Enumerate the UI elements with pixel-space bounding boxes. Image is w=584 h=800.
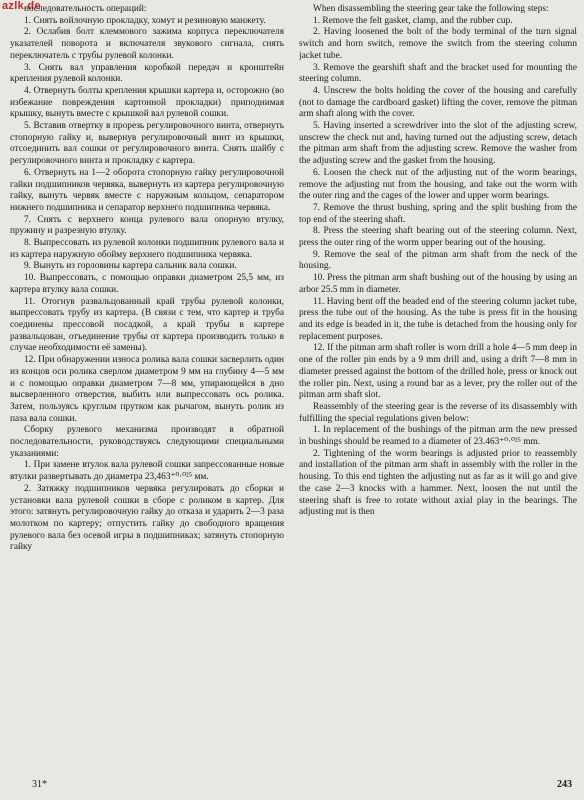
paragraph-en: Reassembly of the steering gear is the reverse of its disassembly with fulfilling the special regulations given below: <box>299 401 577 424</box>
english-text-column <box>299 4 577 764</box>
paragraph-en: 12. If the pitman arm shaft roller is worn drill a hole 4—5 mm deep in one of the roller pin ends by a 9 mm drill and, using a drift 7—8 mm in diameter pressed against the bottom of the drilled hole, press or knock out the roller pin. Next, using a round bar as a lever, pry the roller out of the pitman arm shaft slot. <box>299 343 577 401</box>
site-watermark: azlk.de <box>2 0 41 12</box>
paragraph-en: 3. Remove the gearshift shaft and the bracket used for mounting the steering column. <box>299 62 577 85</box>
paragraph-ru: 6. Отвернуть на 1—2 оборота стопорную гайку регулировочной гайки подшипников червяка, вывернуть из картера регулировочную гайку, вынуть червяк вместе с наружным кольцом, сепаратором нижнего подшипника и сепаратор верхнего подшипника червяка. <box>10 167 284 213</box>
russian-text-column <box>10 4 284 764</box>
paragraph-ru: 1. Снять войлочную прокладку, хомут и резиновую манжету. <box>24 15 266 26</box>
paragraph-ru: 11. Отогнув развальцованный край трубы рулевой колонки, выпрессовать трубу из картера. (В связи с тем, что картер и труба соединены прессовой посадкой, а край трубы в картере развальцован, отъединение трубы от картера производить только в случае необходимости её замены). <box>10 296 284 354</box>
paragraph-en: 1. Remove the felt gasket, clamp, and the rubber cup. <box>313 15 513 26</box>
paragraph-ru: 9. Вынуть из горловины картера сальник вала сошки. <box>24 261 237 272</box>
paragraph-en: 6. Loosen the check nut of the adjusting nut of the worm bearings, remove the adjusting nut from the housing, and take out the worm with the outer ring and the cages of the lower and upper worm bearings. <box>299 167 577 202</box>
paragraph-ru: 8. Выпрессовать из рулевой колонки подшипник рулевого вала и из картера наружную обойму верхнего подшипника червяка. <box>10 238 284 260</box>
paragraph-en: 10. Press the pitman arm shaft bushing out of the housing by using an arbor 25.5 mm in diameter. <box>299 273 577 295</box>
paragraph-ru: 10. Выпрессовать, с помощью оправки диаметром 25,5 мм, из картера втулку вала сошки. <box>10 273 284 295</box>
paragraph-ru: последовательность операций: <box>24 4 147 14</box>
paragraph-en: 2. Having loosened the bolt of the body terminal of the turn signal switch and horn switch, remove the switch from the steering column jacket tube. <box>299 27 577 61</box>
paragraph-ru: 5. Вставив отвертку в прорезь регулировочного винта, отвернуть стопорную гайку и, вывернув регулировочный винт из крышки, отсоединить вал сошки от регулировочного винта. Снять шайбу с регулировочного винта и прокладку с картера. <box>10 121 284 167</box>
paragraph-en: 5. Having inserted a screwdriver into the slot of the adjusting screw, unscrew the check nut and, having turned out the adjusting screw, detach the pitman arm shaft from the adjusting screw. Remove the washer from the adjusting screw and the gasket from the housing. <box>299 121 577 167</box>
paragraph-ru: 3. Снять вал управления коробкой передач и кронштейн крепления рулевой колонки. <box>10 62 284 85</box>
paragraph-en: 11. Having bent off the beaded end of the steering column jacket tube, press the tube out of the housing. As the tube is press fit in the housing and its edge is beaded in it, the tube is detached from the housing only for replacement purposes. <box>299 296 577 342</box>
paragraph-ru: 1. При замене втулок вала рулевой сошки запрессованные новые втулки развертывать до диаметра 23,463⁺⁰·⁰²⁵ мм. <box>10 460 284 483</box>
paragraph-en: 1. In replacement of the bushings of the pitman arm the new pressed in bushings should be reamed to a diameter of 23.463⁺⁰·⁰²⁵ mm. <box>299 425 577 448</box>
paragraph-en: 2. Tightening of the worm bearings is adjusted prior to reassembly and installation of the pitman arm shaft in assembly with the roller in the housing. To this end tighten the adjusting nut as far as it will go and give the case 2—3 knocks with a hammer. Next, loosen the nut until the steering shaft is free to rotate without axial play in the bearings. The adjusting nut is then <box>299 448 577 518</box>
paragraph-ru: 4. Отвернуть болты крепления крышки картера и, осторожно (во избежание повреждения картонной прокладки) приподнимая крышку, вынуть вместе с крышкой вал рулевой сошки. <box>10 85 284 120</box>
paragraph-ru: 2. Ослабив болт клеммового зажима корпуса переключателя указателей поворота и включателя звукового сигнала, снять переключатель с трубы рулевой колонки. <box>10 27 284 61</box>
paragraph-en: When disassembling the steering gear take the following steps: <box>313 4 549 14</box>
paragraph-ru: 2. Затяжку подшипников червяка регулировать до сборки и установки вала рулевой сошки в сборе с роликом в картер. Для этого: затянуть регулировочную гайку до отказа и ударить 2—3 раза молотком по картеру; отпустить гайку до свободного вращения рулевого вала без осевой игры в подшипниках; затянуть стопорную гайку <box>10 483 284 553</box>
paragraph-ru: 12. При обнаружении износа ролика вала сошки засверлить один из концов оси ролика сверлом диаметром 9 мм на глубину 4—5 мм и с помощью оправки диаметром 7—8 мм, упирающейся в дно высверленного отверстия, выбить или выпрессовать ось ролика. Затем, пользуясь круглым прутком как рычагом, вынуть ролик из паза вала сошки. <box>10 355 284 424</box>
paragraph-en: 4. Unscrew the bolts holding the cover of the housing and carefully (not to damage the cardboard gasket) lifting the cover, remove the pitman arm shaft along with the cover. <box>299 85 577 120</box>
paragraph-en: 7. Remove the thrust bushing, spring and the split bushing from the top end of the steering shaft. <box>299 202 577 225</box>
page-number-left: 31* <box>32 779 47 790</box>
paragraph-en: 9. Remove the seal of the pitman arm shaft from the neck of the housing. <box>299 249 577 272</box>
paragraph-ru: Сборку рулевого механизма производят в обратной последовательности, руководствуясь следующими специальными указаниями: <box>10 425 284 459</box>
page-number-right: 243 <box>557 779 572 790</box>
paragraph-en: 8. Press the steering shaft bearing out of the steering column. Next, press the outer ring of the worm upper bearing out of the housing. <box>299 226 577 249</box>
paragraph-ru: 7. Снять с верхнего конца рулевого вала опорную втулку, пружину и разрезную втулку. <box>10 214 284 237</box>
